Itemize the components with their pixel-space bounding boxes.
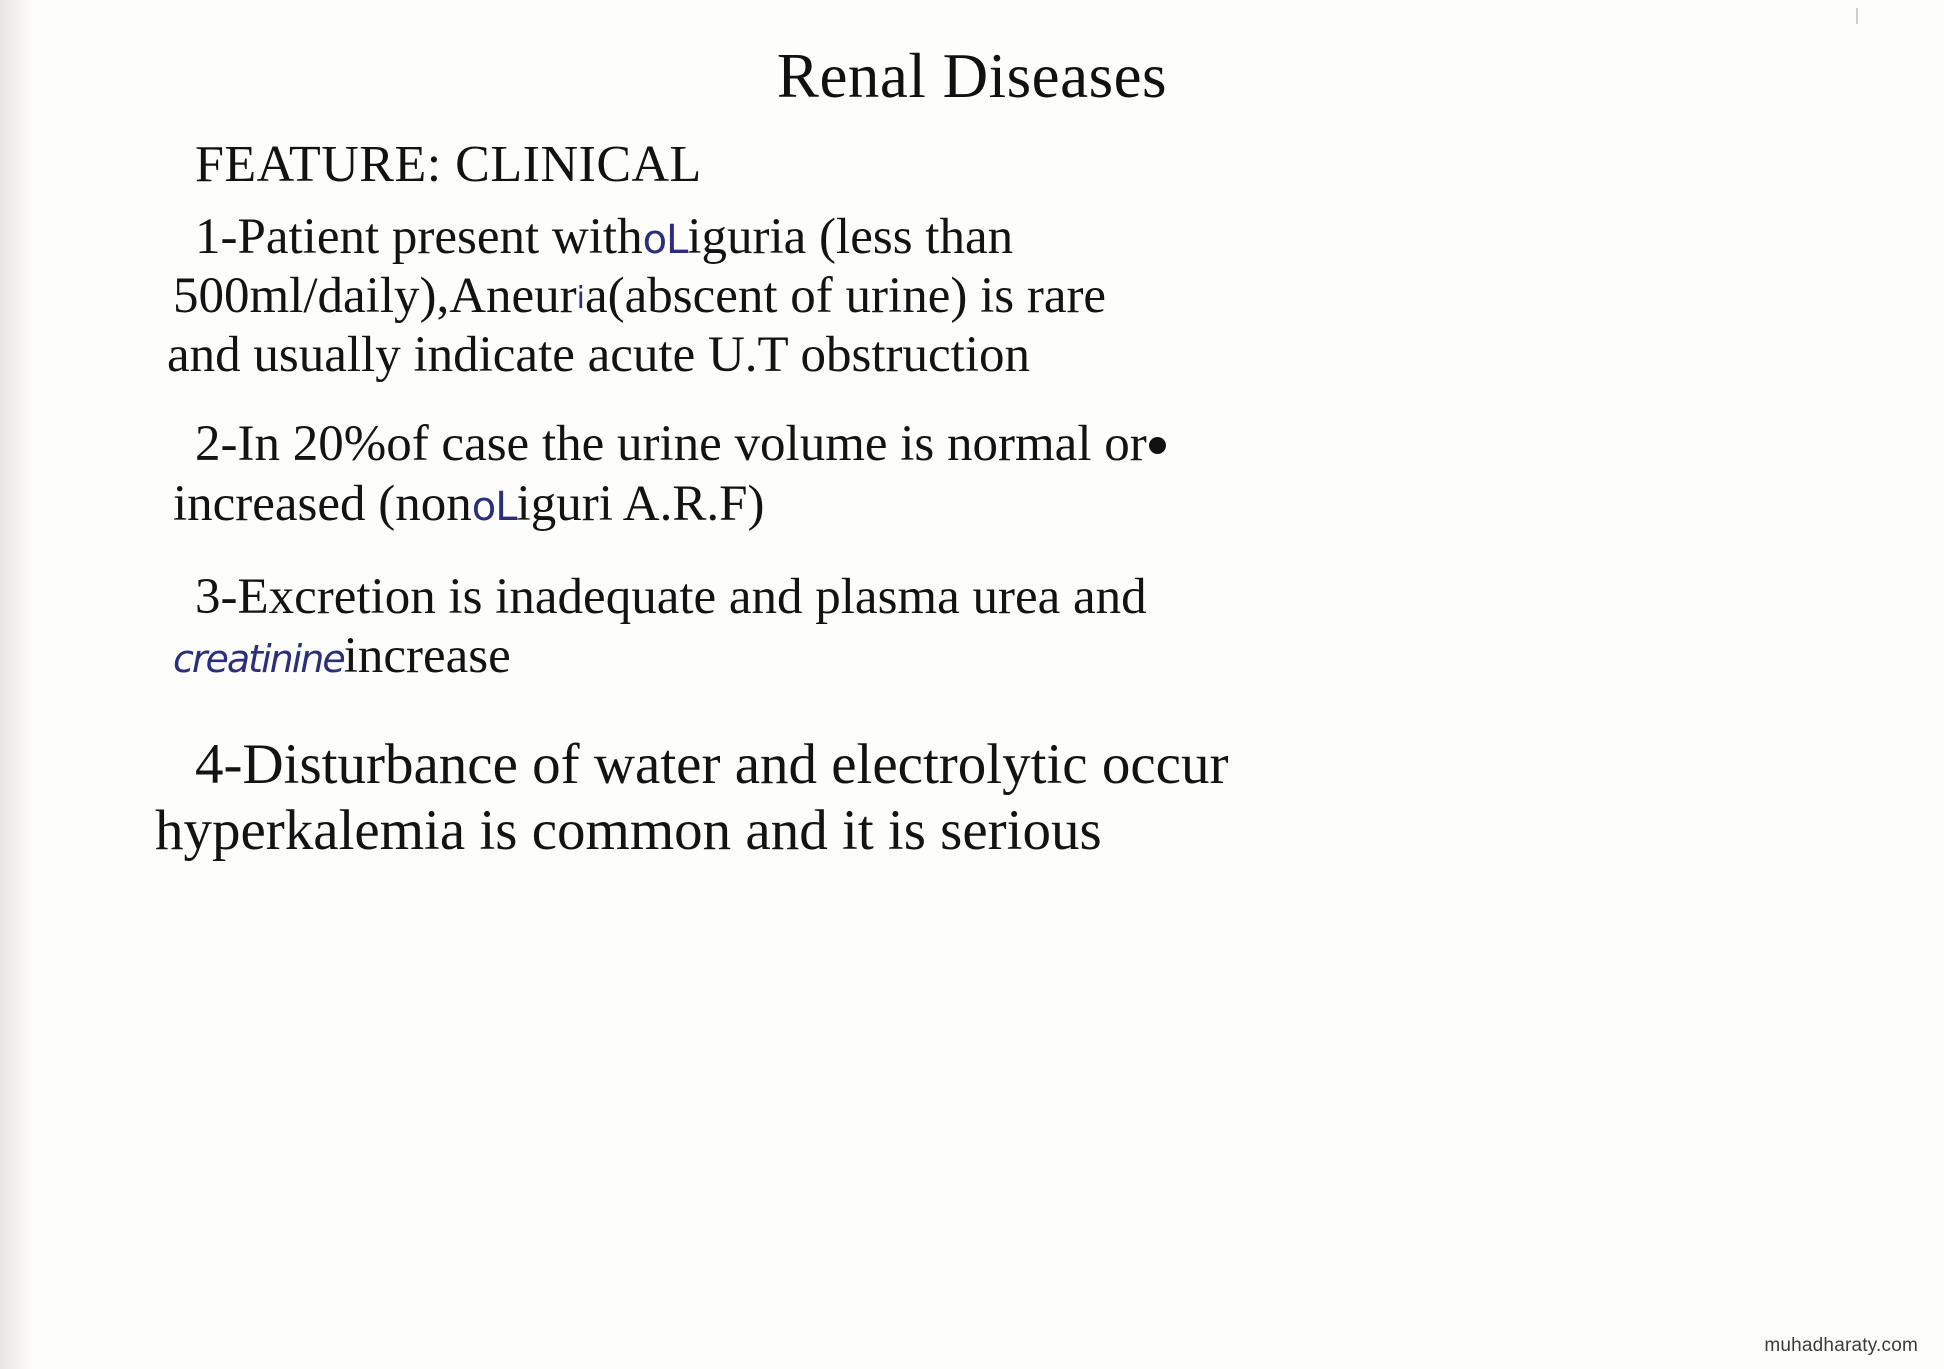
ink-dot-icon xyxy=(1149,437,1166,454)
item4-line1: 4-Disturbance of water and electrolytic occur xyxy=(195,733,1229,797)
slide-body xyxy=(0,113,1944,864)
item3-line1: 3-Excretion is inadequate and plasma urea and xyxy=(195,568,1147,625)
item2-line2-text-c: A.R.F) xyxy=(612,475,765,532)
item2-line2-text-a: increased (non xyxy=(173,475,472,532)
item2-line1: 2-In 20%of case the urine volume is normal or xyxy=(195,416,1147,473)
section-heading: FEATURE: CLINICAL xyxy=(195,136,702,193)
scan-edge-mark xyxy=(1856,8,1858,24)
list-item-3 xyxy=(173,568,1884,686)
list-item-4 xyxy=(155,732,1884,864)
item1-line3: and usually indicate acute U.T obstruction xyxy=(167,327,1030,384)
page-edge-shadow xyxy=(0,0,34,1369)
item1-line1-text-b: iguria (less than xyxy=(687,209,1014,265)
item1-line1-text-a: 1-Patient present with xyxy=(195,209,643,265)
page-title: Renal Diseases xyxy=(776,41,1168,111)
item4-line2: hyperkalemia is common and it is serious xyxy=(155,799,1102,863)
handwritten-annotation-oliguria-2: oL xyxy=(471,483,517,530)
handwritten-annotation-creatinine: creatinine xyxy=(173,636,344,681)
item2-line2-text-b: iguri xyxy=(516,475,613,532)
item1-line2-text-b: a(abscent of urine) is rare xyxy=(585,268,1107,325)
list-item-1 xyxy=(167,208,1884,385)
item3-line2-text: increase xyxy=(343,627,511,684)
item1-line2-text-a: 500ml/daily),Aneur xyxy=(173,268,577,325)
list-item-2 xyxy=(173,415,1884,533)
handwritten-annotation-oliguria-1: oL xyxy=(642,217,688,263)
watermark-label: muhadharaty.com xyxy=(1764,1335,1918,1356)
handwritten-annotation-i: i xyxy=(576,281,586,317)
